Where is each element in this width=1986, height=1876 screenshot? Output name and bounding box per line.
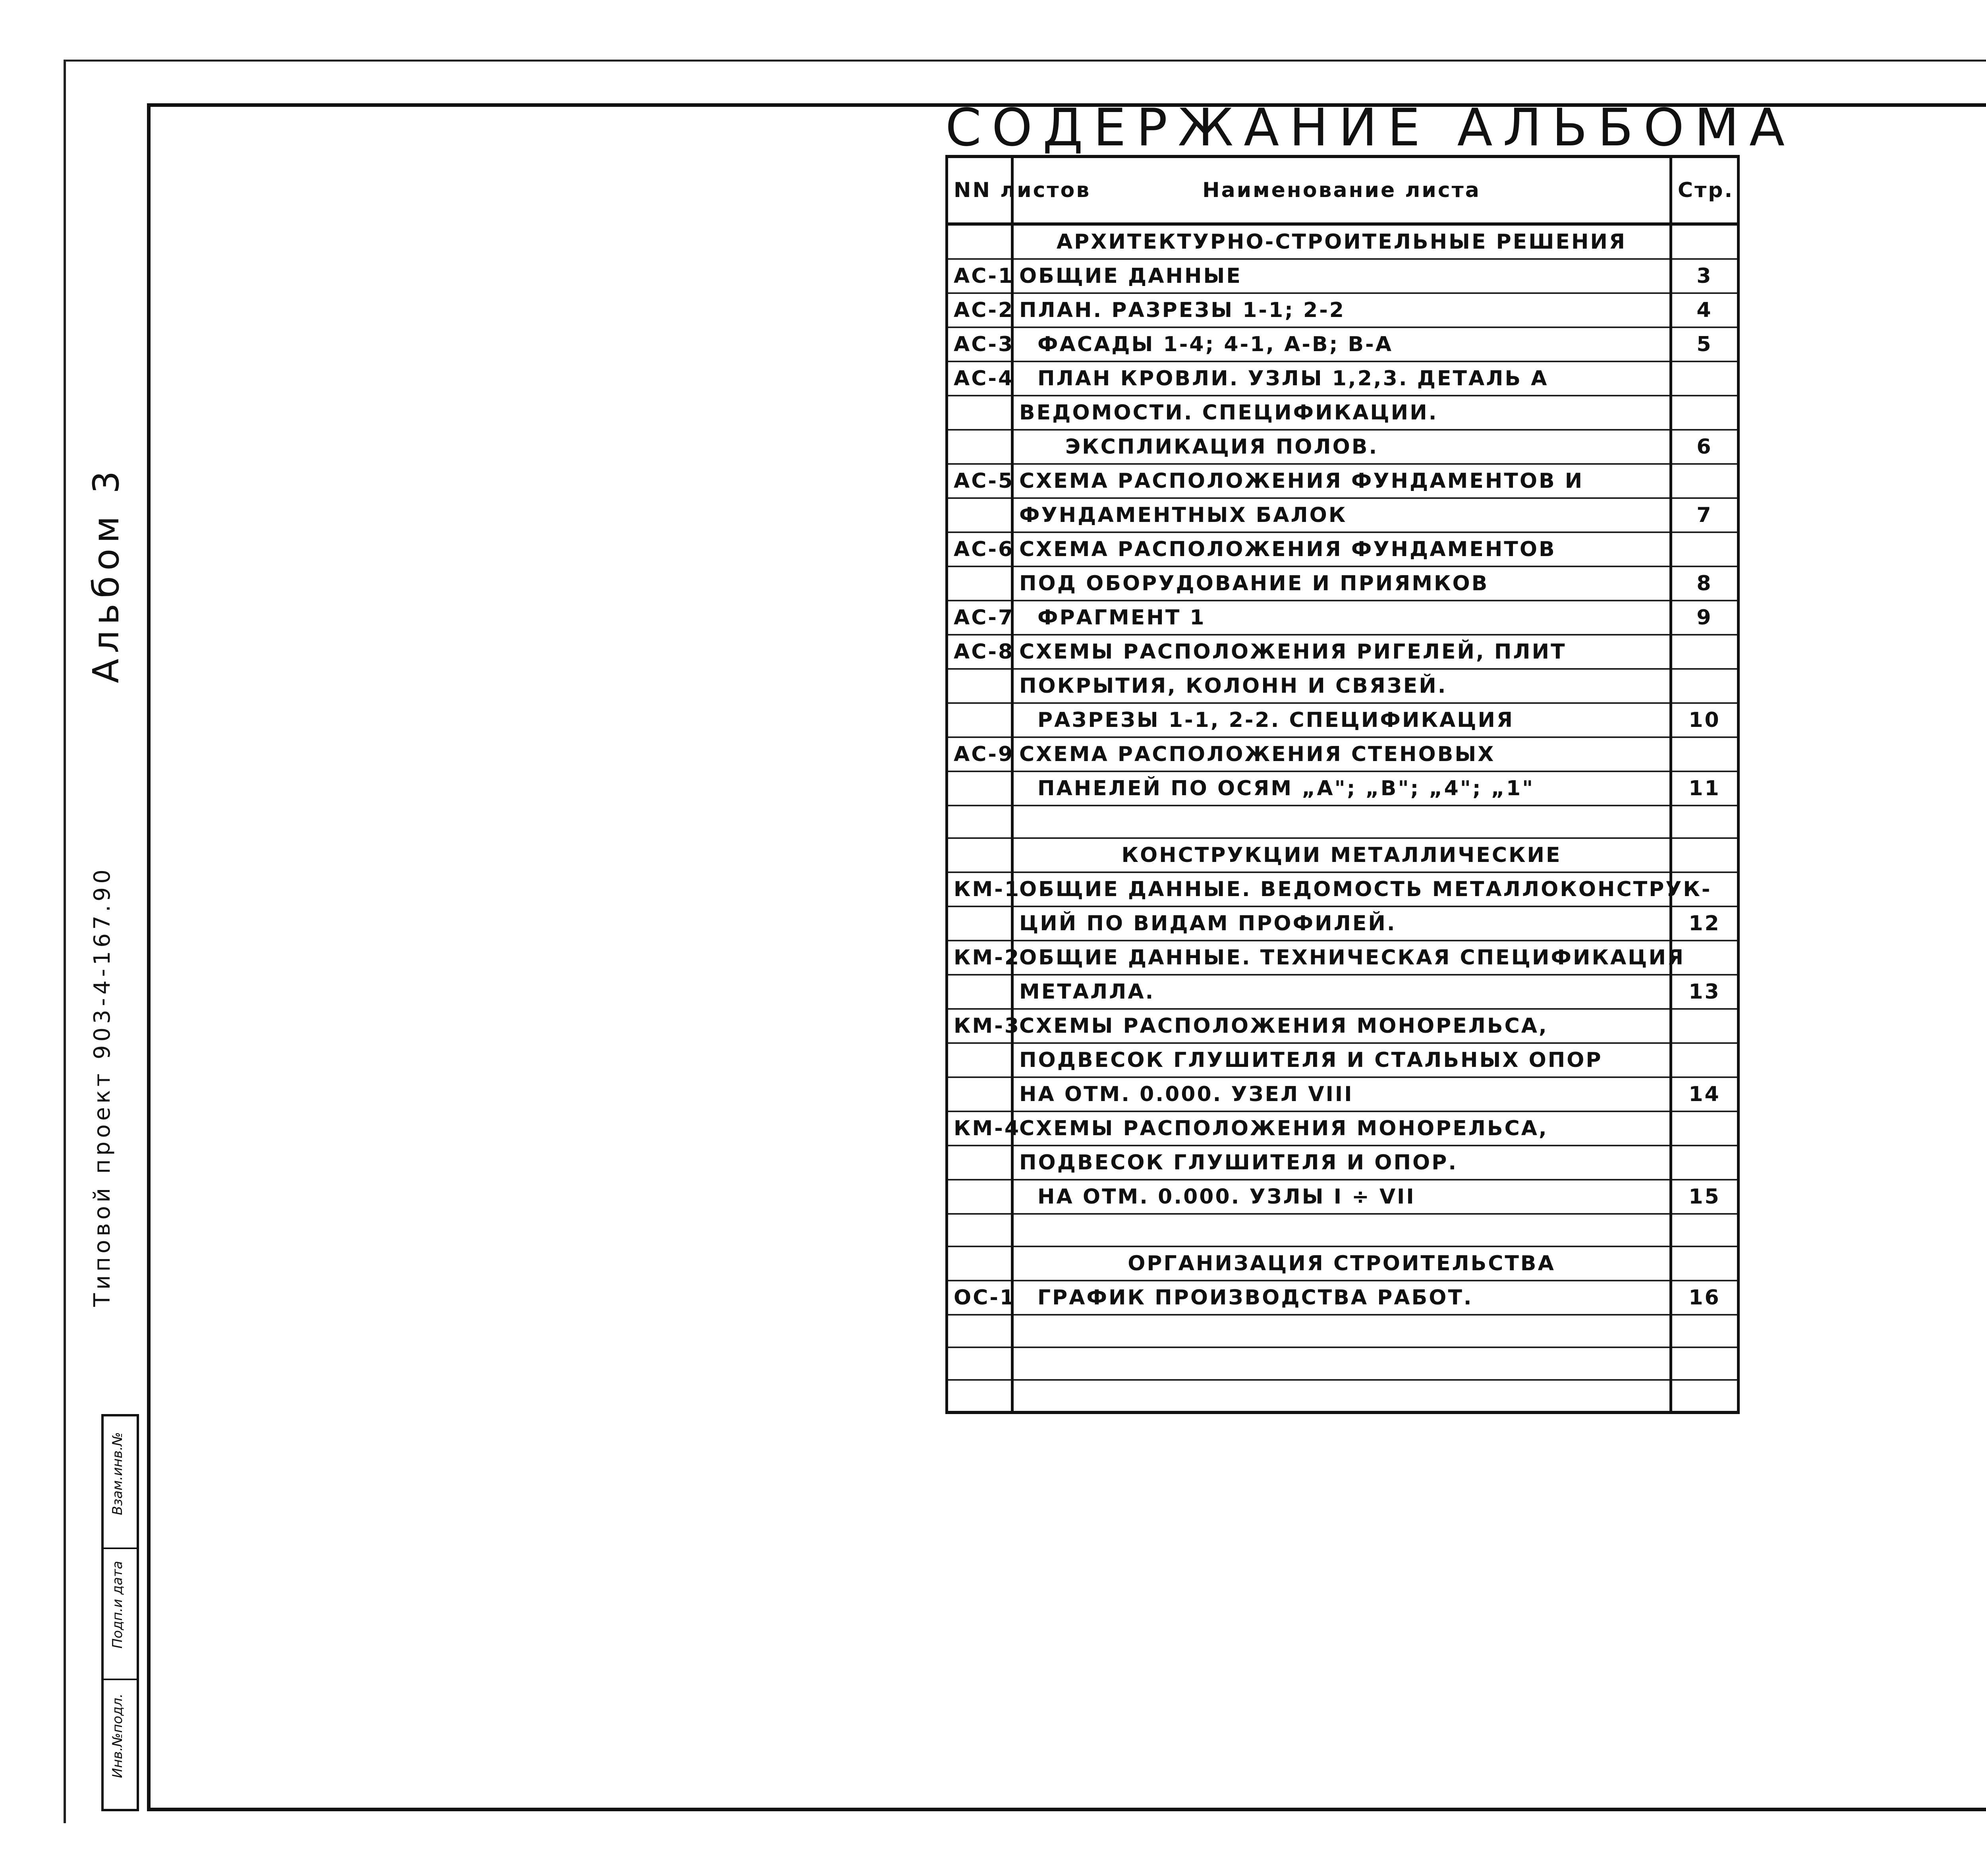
sheet-name-cell [1012,806,1671,838]
sheet-name-cell: ПОД ОБОРУДОВАНИЕ И ПРИЯМКОВ [1012,566,1671,601]
page-cell [1671,1043,1739,1077]
sheet-number-cell [947,396,1012,430]
page-cell: 4 [1671,293,1739,327]
page-cell: 16 [1671,1281,1739,1315]
sheet-name-cell: ПЛАН КРОВЛИ. УЗЛЫ 1,2,3. ДЕТАЛЬ А [1012,361,1671,396]
header-sheet-number: NN листов [947,156,1012,224]
page-cell: 5 [1671,327,1739,361]
page-cell [1671,635,1739,669]
sheet-name-cell: КОНСТРУКЦИИ МЕТАЛЛИЧЕСКИЕ [1012,838,1671,872]
table-row [947,771,1739,806]
sheet-number-cell [947,975,1012,1009]
sheet-number-cell [947,498,1012,532]
table-row [947,327,1739,361]
sheet-number-cell [947,224,1012,259]
page-cell [1671,806,1739,838]
table-row [947,1246,1739,1281]
sheet-number-cell [947,1043,1012,1077]
table-row [947,1009,1739,1043]
sheet-number-cell: КМ-2 [947,941,1012,975]
page-cell: 6 [1671,430,1739,464]
sheet-name-cell: ОБЩИЕ ДАННЫЕ. ТЕХНИЧЕСКАЯ СПЕЦИФИКАЦИЯ [1012,941,1671,975]
sheet-name-cell: ФУНДАМЕНТНЫХ БАЛОК [1012,498,1671,532]
sheet-name-cell: ВЕДОМОСТИ. СПЕЦИФИКАЦИИ. [1012,396,1671,430]
sheet-number-cell [947,566,1012,601]
table-row [947,1043,1739,1077]
header-page: Стр. [1671,156,1739,224]
sheet-name-cell: СХЕМА РАСПОЛОЖЕНИЯ СТЕНОВЫХ [1012,737,1671,771]
sheet-number-cell [947,1214,1012,1246]
table-row [947,1077,1739,1111]
page-cell [1671,669,1739,703]
sheet-name-cell: СХЕМЫ РАСПОЛОЖЕНИЯ МОНОРЕЛЬСА, [1012,1009,1671,1043]
table-header-row [947,156,1739,224]
page-cell [1671,532,1739,566]
table-row [947,430,1739,464]
table-row [947,1380,1739,1412]
sheet-name-cell: РАЗРЕЗЫ 1-1, 2-2. СПЕЦИФИКАЦИЯ [1012,703,1671,737]
page-cell: 9 [1671,601,1739,635]
table-row [947,975,1739,1009]
sheet-number-cell: АС-8 [947,635,1012,669]
sheet-name-cell [1012,1214,1671,1246]
sheet-name-cell: ПАНЕЛЕЙ ПО ОСЯМ „А"; „В"; „4"; „1" [1012,771,1671,806]
sheet-number-cell [947,1077,1012,1111]
stamp-label-replace: Взам.инв.№ [110,1432,126,1515]
side-project-label: Типовой проект 903-4-167.90 [89,866,115,1307]
sheet-name-cell: НА ОТМ. 0.000. УЗЕЛ VIII [1012,1077,1671,1111]
table-row [947,1111,1739,1146]
table-row [947,1146,1739,1180]
page-cell [1671,396,1739,430]
page-cell: 12 [1671,906,1739,941]
table-row [947,838,1739,872]
sheet-name-cell: ПОДВЕСОК ГЛУШИТЕЛЯ И ОПОР. [1012,1146,1671,1180]
sheet-number-cell: АС-6 [947,532,1012,566]
table-row [947,566,1739,601]
sheet-name-cell: ПОДВЕСОК ГЛУШИТЕЛЯ И СТАЛЬНЫХ ОПОР [1012,1043,1671,1077]
table-row [947,1214,1739,1246]
sheet-name-cell [1012,1315,1671,1347]
sheet-name-cell: НА ОТМ. 0.000. УЗЛЫ I ÷ VII [1012,1180,1671,1214]
stamp-labels [110,1408,126,1801]
page-cell: 11 [1671,771,1739,806]
sheet-name-cell: ФРАГМЕНТ 1 [1012,601,1671,635]
table-row [947,259,1739,293]
table-row [947,1180,1739,1214]
sheet-name-cell: ПОКРЫТИЯ, КОЛОНН И СВЯЗЕЙ. [1012,669,1671,703]
table-row [947,532,1739,566]
table-row [947,1281,1739,1315]
stamp-label-sign: Подп.и дата [110,1561,126,1649]
sheet-number-cell [947,906,1012,941]
sheet-name-cell: ОРГАНИЗАЦИЯ СТРОИТЕЛЬСТВА [1012,1246,1671,1281]
page-cell: 10 [1671,703,1739,737]
page-cell [1671,1246,1739,1281]
sheet-number-cell: ОС-1 [947,1281,1012,1315]
page-cell: 3 [1671,259,1739,293]
page-cell [1671,224,1739,259]
page-cell: 13 [1671,975,1739,1009]
sheet-number-cell: КМ-3 [947,1009,1012,1043]
header-sheet-name: Наименование листа [1012,156,1671,224]
sheet-number-cell: АС-2 [947,293,1012,327]
table-row [947,1315,1739,1347]
sheet-number-cell [947,771,1012,806]
table-row [947,361,1739,396]
table-row [947,941,1739,975]
sheet-number-cell [947,1246,1012,1281]
sheet-number-cell: АС-5 [947,464,1012,498]
sheet-name-cell [1012,1347,1671,1380]
sheet-number-cell: АС-7 [947,601,1012,635]
sheet-number-cell [947,1146,1012,1180]
sheet-name-cell: МЕТАЛЛА. [1012,975,1671,1009]
page-cell [1671,838,1739,872]
page-cell [1671,1111,1739,1146]
page-cell [1671,1214,1739,1246]
table-row [947,806,1739,838]
sheet-name-cell: СХЕМЫ РАСПОЛОЖЕНИЯ МОНОРЕЛЬСА, [1012,1111,1671,1146]
sheet-number-cell [947,430,1012,464]
page-cell [1671,1315,1739,1347]
sheet-number-cell [947,1180,1012,1214]
sheet-number-cell [947,703,1012,737]
table-row [947,293,1739,327]
page-cell [1671,1347,1739,1380]
sheet-name-cell: СХЕМА РАСПОЛОЖЕНИЯ ФУНДАМЕНТОВ И [1012,464,1671,498]
sheet-name-cell: ГРАФИК ПРОИЗВОДСТВА РАБОТ. [1012,1281,1671,1315]
page-cell [1671,1146,1739,1180]
sheet-name-cell: АРХИТЕКТУРНО-СТРОИТЕЛЬНЫЕ РЕШЕНИЯ [1012,224,1671,259]
sheet-number-cell [947,1347,1012,1380]
table-row [947,601,1739,635]
table-row [947,872,1739,906]
table-row [947,396,1739,430]
table-row [947,635,1739,669]
sheet-name-cell: ФАСАДЫ 1-4; 4-1, А-В; В-А [1012,327,1671,361]
page-cell [1671,1380,1739,1412]
table-row [947,669,1739,703]
table-body [947,224,1739,1412]
table-row [947,703,1739,737]
sheet-name-cell: ЦИЙ ПО ВИДАМ ПРОФИЛЕЙ. [1012,906,1671,941]
page-title: СОДЕРЖАНИЕ АЛЬБОМА [945,97,1795,158]
page-cell [1671,464,1739,498]
sheet-number-cell [947,838,1012,872]
table-row [947,498,1739,532]
sheet-number-cell: АС-3 [947,327,1012,361]
page-cell [1671,361,1739,396]
sheet-name-cell: ОБЩИЕ ДАННЫЕ. ВЕДОМОСТЬ МЕТАЛЛОКОНСТРУК- [1012,872,1671,906]
table-row [947,1347,1739,1380]
sheet-number-cell [947,669,1012,703]
sheet-number-cell [947,1380,1012,1412]
table-row [947,224,1739,259]
side-album-label: Альбом 3 [85,465,127,683]
table-row [947,906,1739,941]
contents-table [945,155,1740,1414]
sheet-number-cell: АС-9 [947,737,1012,771]
sheet-name-cell: ПЛАН. РАЗРЕЗЫ 1-1; 2-2 [1012,293,1671,327]
table-row [947,737,1739,771]
page-cell: 8 [1671,566,1739,601]
sheet-number-cell: КМ-4 [947,1111,1012,1146]
sheet-number-cell: КМ-1 [947,872,1012,906]
sheet-name-cell: ЭКСПЛИКАЦИЯ ПОЛОВ. [1012,430,1671,464]
sheet-name-cell: СХЕМЫ РАСПОЛОЖЕНИЯ РИГЕЛЕЙ, ПЛИТ [1012,635,1671,669]
sheet-name-cell [1012,1380,1671,1412]
page-cell [1671,1009,1739,1043]
page-cell: 15 [1671,1180,1739,1214]
page-cell [1671,737,1739,771]
table-row [947,464,1739,498]
page-cell: 14 [1671,1077,1739,1111]
stamp-label-inv: Инв.№подл. [110,1693,126,1778]
page-cell: 7 [1671,498,1739,532]
sheet-name-cell: СХЕМА РАСПОЛОЖЕНИЯ ФУНДАМЕНТОВ [1012,532,1671,566]
sheet-name-cell: ОБЩИЕ ДАННЫЕ [1012,259,1671,293]
sheet-number-cell [947,1315,1012,1347]
sheet-number-cell: АС-4 [947,361,1012,396]
sheet-number-cell [947,806,1012,838]
sheet-number-cell: АС-1 [947,259,1012,293]
